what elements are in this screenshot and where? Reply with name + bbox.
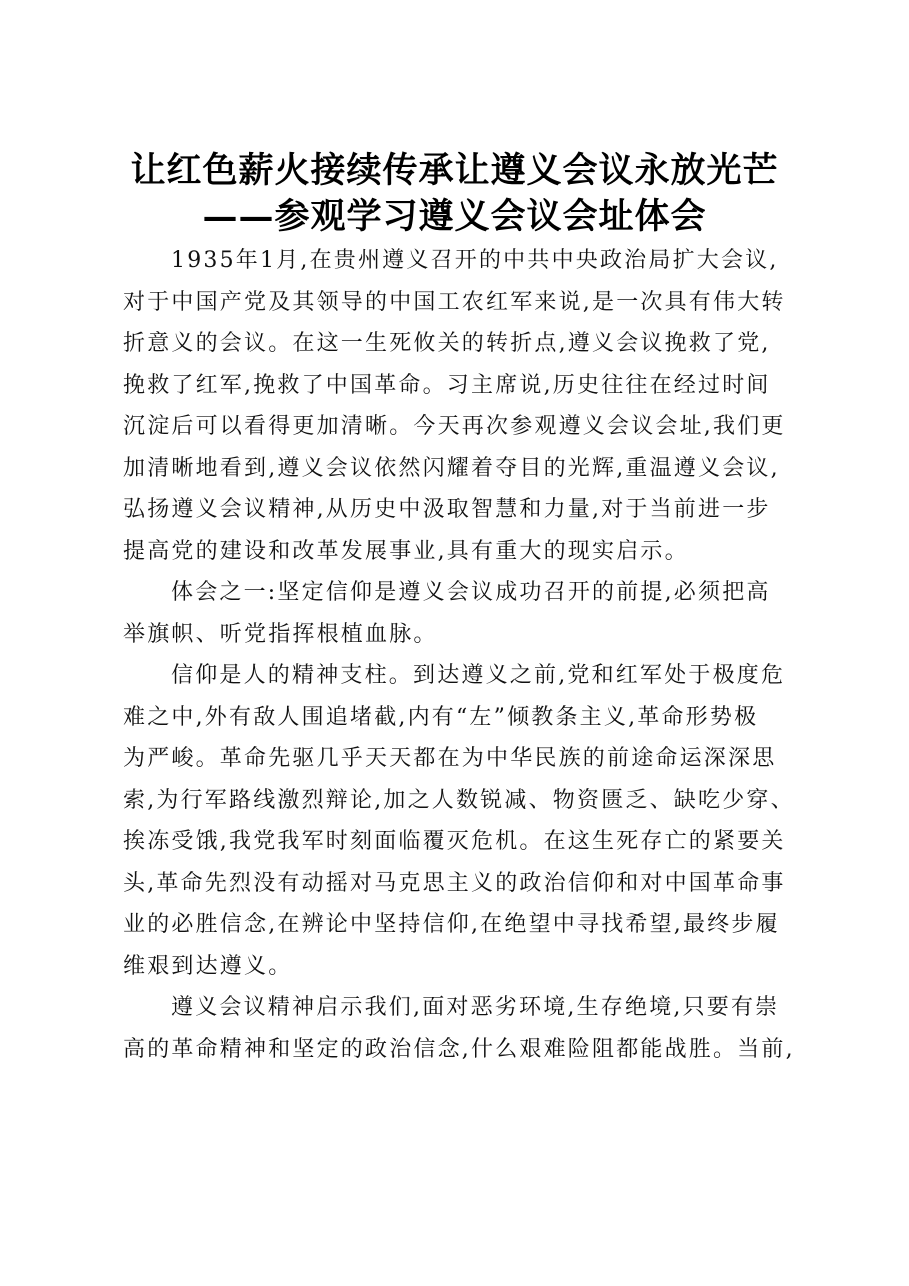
paragraph-4-line-2: 高的革命精神和坚定的政治信念,什么艰难险阻都能战胜。当前, [123, 1036, 795, 1062]
paragraph-1-line-2: 对于中国产党及其领导的中国工农红军来说,是一次具有伟大转 [123, 289, 786, 315]
title-subtitle: ——参观学习遵义会议会址体会 [202, 196, 707, 237]
title-main: 让红色薪火接续传承让遵义会议永放光芒 [130, 150, 779, 191]
paragraph-4-line-1: 遵义会议精神启示我们,面对恶劣环境,生存绝境,只要有崇 [171, 995, 780, 1020]
paragraph-3-line-2: 难之中,外有敌人围追堵截,内有“左”倾教条主义,革命形势极 [123, 704, 759, 730]
paragraph-3-line-6: 头,革命先烈没有动摇对马克思主义的政治信仰和对中国革命事 [123, 870, 786, 896]
paragraph-3-line-1: 信仰是人的精神支柱。到达遵义之前,党和红军处于极度危 [171, 663, 786, 688]
paragraph-1-line-4: 挽救了红军,挽救了中国革命。习主席说,历史往往在经过时间 [123, 372, 771, 398]
paragraph-3-line-5: 挨冻受饿,我党我军时刻面临覆灭危机。在这生死存亡的紧要关 [123, 829, 786, 854]
paragraph-1-line-6: 加清晰地看到,遵义会议依然闪耀着夺目的光辉,重温遵义会议, [123, 455, 780, 481]
paragraph-3-line-4: 索,为行军路线激烈辩论,加之人数锐减、物资匮乏、缺吃少穿、 [123, 787, 795, 813]
paragraph-1-line-7: 弘扬遵义会议精神,从历史中汲取智慧和力量,对于当前进一步 [123, 497, 771, 522]
paragraph-1-line-8: 提高党的建设和改革发展事业,具有重大的现实启示。 [123, 538, 689, 564]
paragraph-3-line-7: 业的必胜信念,在辨论中坚持信仰,在绝望中寻找希望,最终步履 [123, 912, 780, 937]
paragraph-3-line-3: 为严峻。革命先驱几乎天天都在为中华民族的前途命运深深思 [123, 746, 777, 771]
paragraph-2-line-2: 举旗帜、听党指挥根植血脉。 [123, 621, 438, 647]
document-title [0, 148, 909, 240]
paragraph-1-line-3: 折意义的会议。在这一生死攸关的转折点,遵义会议挽救了党, [123, 331, 771, 356]
paragraph-1-line-5: 沉淀后可以看得更加清晰。今天再次参观遵义会议会址,我们更 [123, 414, 786, 439]
paragraph-1-line-1: 1935年1月,在贵州遵义召开的中共中央政治局扩大会议, [171, 248, 779, 273]
paragraph-2-line-1: 体会之一:坚定信仰是遵义会议成功召开的前提,必须把高 [171, 580, 771, 605]
document-body [123, 240, 803, 1070]
paragraph-3-line-8: 维艰到达遵义。 [123, 953, 293, 979]
